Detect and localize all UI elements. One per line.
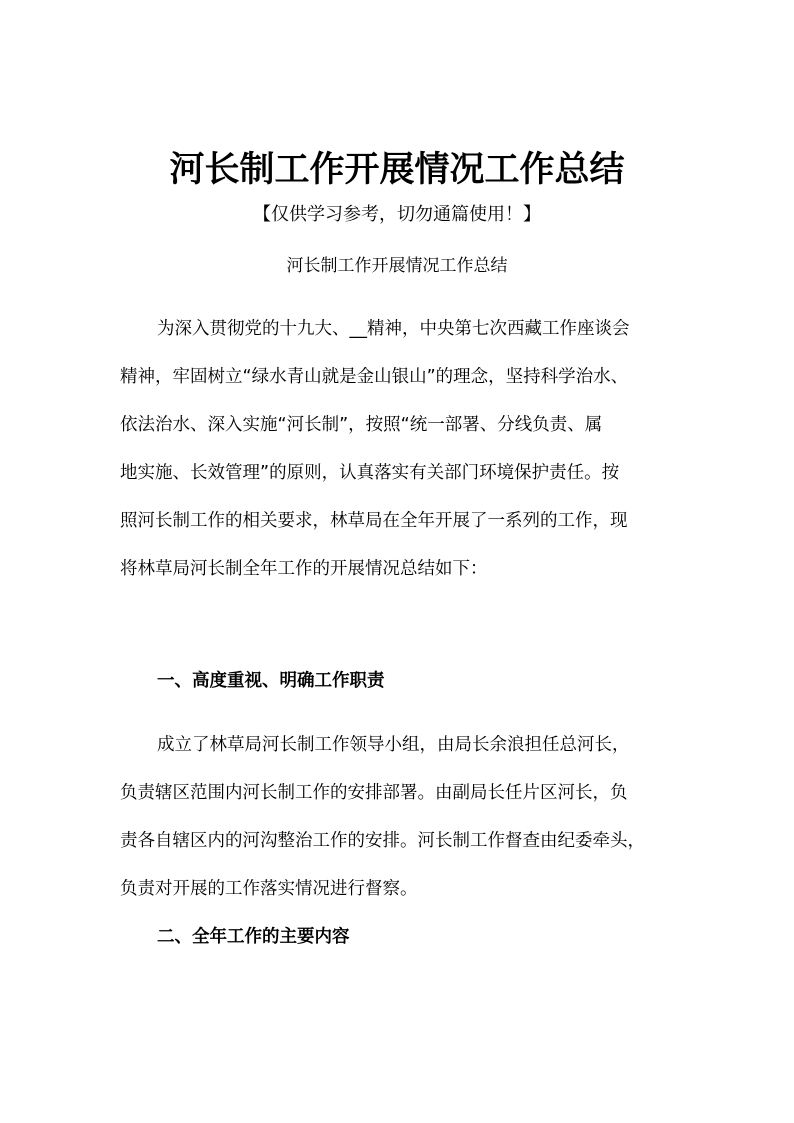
paragraph-line: 将林草局河长制全年工作的开展情况总结如下：	[120, 559, 488, 579]
paragraph-line: 精神，牢固树立“绿水青山就是金山银山”的理念，坚持科学治水、	[120, 367, 629, 387]
section-heading-2: 二、全年工作的主要内容	[157, 927, 350, 947]
paragraph-line: 依法治水、深入实施“河长制”，按照“统一部署、分线负责、属	[120, 415, 603, 435]
paragraph-line: 负责对开展的工作落实情况进行督察。	[120, 879, 418, 899]
paragraph-line: 地实施、长效管理”的原则，认真落实有关部门环境保护责任。按	[120, 463, 620, 483]
document-title: 河长制工作开展情况工作总结	[169, 150, 625, 190]
document-subtitle: 河长制工作开展情况工作总结	[286, 256, 508, 276]
usage-notice: 【仅供学习参考，切勿通篇使用！】	[253, 204, 541, 225]
paragraph-line: 成立了林草局河长制工作领导小组，由局长余浪担任总河长，	[157, 735, 630, 755]
section-heading-1: 一、高度重视、明确工作职责	[157, 671, 385, 691]
paragraph-line: 责各自辖区内的河沟整治工作的安排。河长制工作督查由纪委牵头，	[120, 831, 645, 851]
paragraph-line: 为深入贯彻党的十九大、__精神，中央第七次西藏工作座谈会	[157, 319, 630, 339]
paragraph-line: 负责辖区范围内河长制工作的安排部署。由副局长任片区河长，负	[120, 783, 628, 803]
paragraph-line: 照河长制工作的相关要求，林草局在全年开展了一系列的工作，现	[120, 511, 628, 531]
